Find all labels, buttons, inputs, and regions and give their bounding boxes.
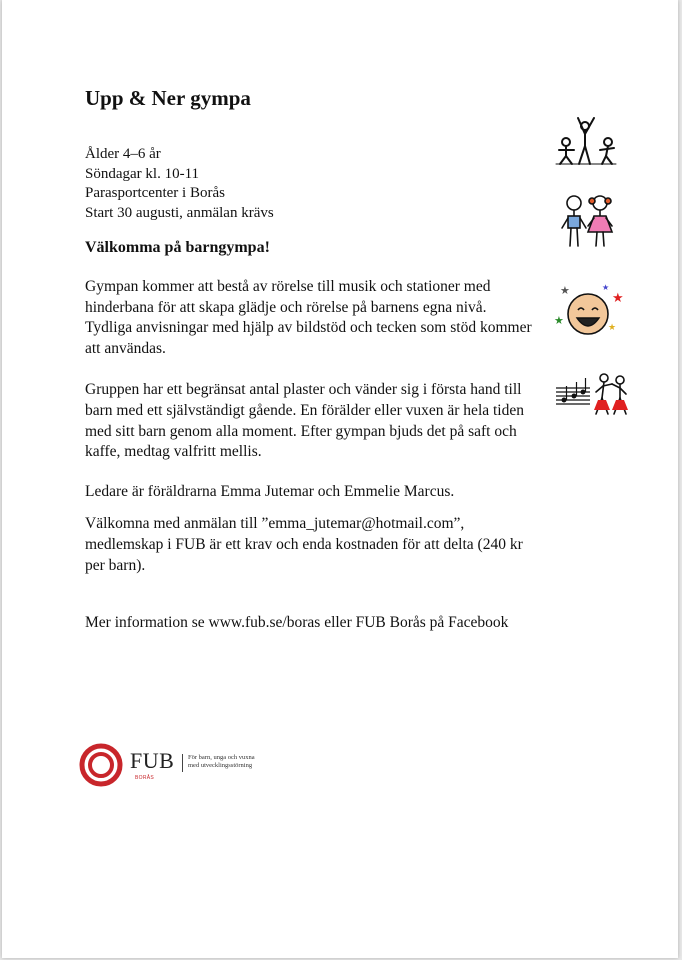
event-info xyxy=(85,145,535,223)
logo-tagline-1: För barn, unga och vuxna xyxy=(188,754,255,761)
info-location: Parasportcenter i Borås xyxy=(85,185,225,201)
paragraph-registration: Välkomna med anmälan till ”emma_jutemar@hotmail.com”, medlemskap i FUB är ett krav och enda kostnaden för att delta (240 kr per barn). xyxy=(85,515,523,574)
svg-text:★: ★ xyxy=(560,284,570,297)
subheading: Välkomma på barngympa! xyxy=(85,239,270,256)
fub-ring-icon xyxy=(78,742,124,788)
fub-logo xyxy=(78,742,298,790)
paragraph-more-info: Mer information se www.fub.se/boras eller FUB Borås på Facebook xyxy=(85,614,509,632)
paragraph-group: Gruppen har ett begränsat antal plaster och vänder sig i första hand till barn med ett självständigt gående. En förälder eller vuxen är hela tiden med sitt barn genom alla moment. Efter gympan bjuds det på saft och kaffe, medtag valfritt mellis. xyxy=(85,381,524,461)
paragraph-leaders: Ledare är föräldrarna Emma Jutemar och Emmelie Marcus. xyxy=(85,482,455,500)
document-page xyxy=(2,0,678,958)
dancing-people-icon xyxy=(550,112,620,172)
paragraph-description: Gympan kommer att bestå av rörelse till musik och stationer med hinderbana för att skapa glädje och rörelse på barnens egna nivå. Tydliga anvisningar med hjälp av bildstöd och tecken som stöd kommer att användas. xyxy=(85,278,532,357)
svg-text:★: ★ xyxy=(554,314,564,327)
svg-text:★: ★ xyxy=(602,283,610,292)
document-content xyxy=(85,84,535,634)
info-age: Ålder 4–6 år xyxy=(85,146,161,162)
logo-sub: BORÅS xyxy=(135,775,155,781)
happy-face-icon xyxy=(550,280,630,344)
logo-divider xyxy=(182,754,183,772)
svg-text:★: ★ xyxy=(608,323,617,333)
logo-tagline-2: med utvecklingsstörning xyxy=(188,762,253,769)
svg-text:★: ★ xyxy=(612,291,624,306)
boy-and-girl-icon xyxy=(550,192,620,254)
info-start: Start 30 augusti, anmälan krävs xyxy=(85,204,274,221)
logo-name: FUB xyxy=(130,748,175,773)
logo-tagline xyxy=(188,754,255,770)
music-dance-icon xyxy=(550,370,630,426)
page-title: Upp & Ner gympa xyxy=(85,86,251,110)
info-time: Söndagar kl. 10-11 xyxy=(85,165,200,182)
